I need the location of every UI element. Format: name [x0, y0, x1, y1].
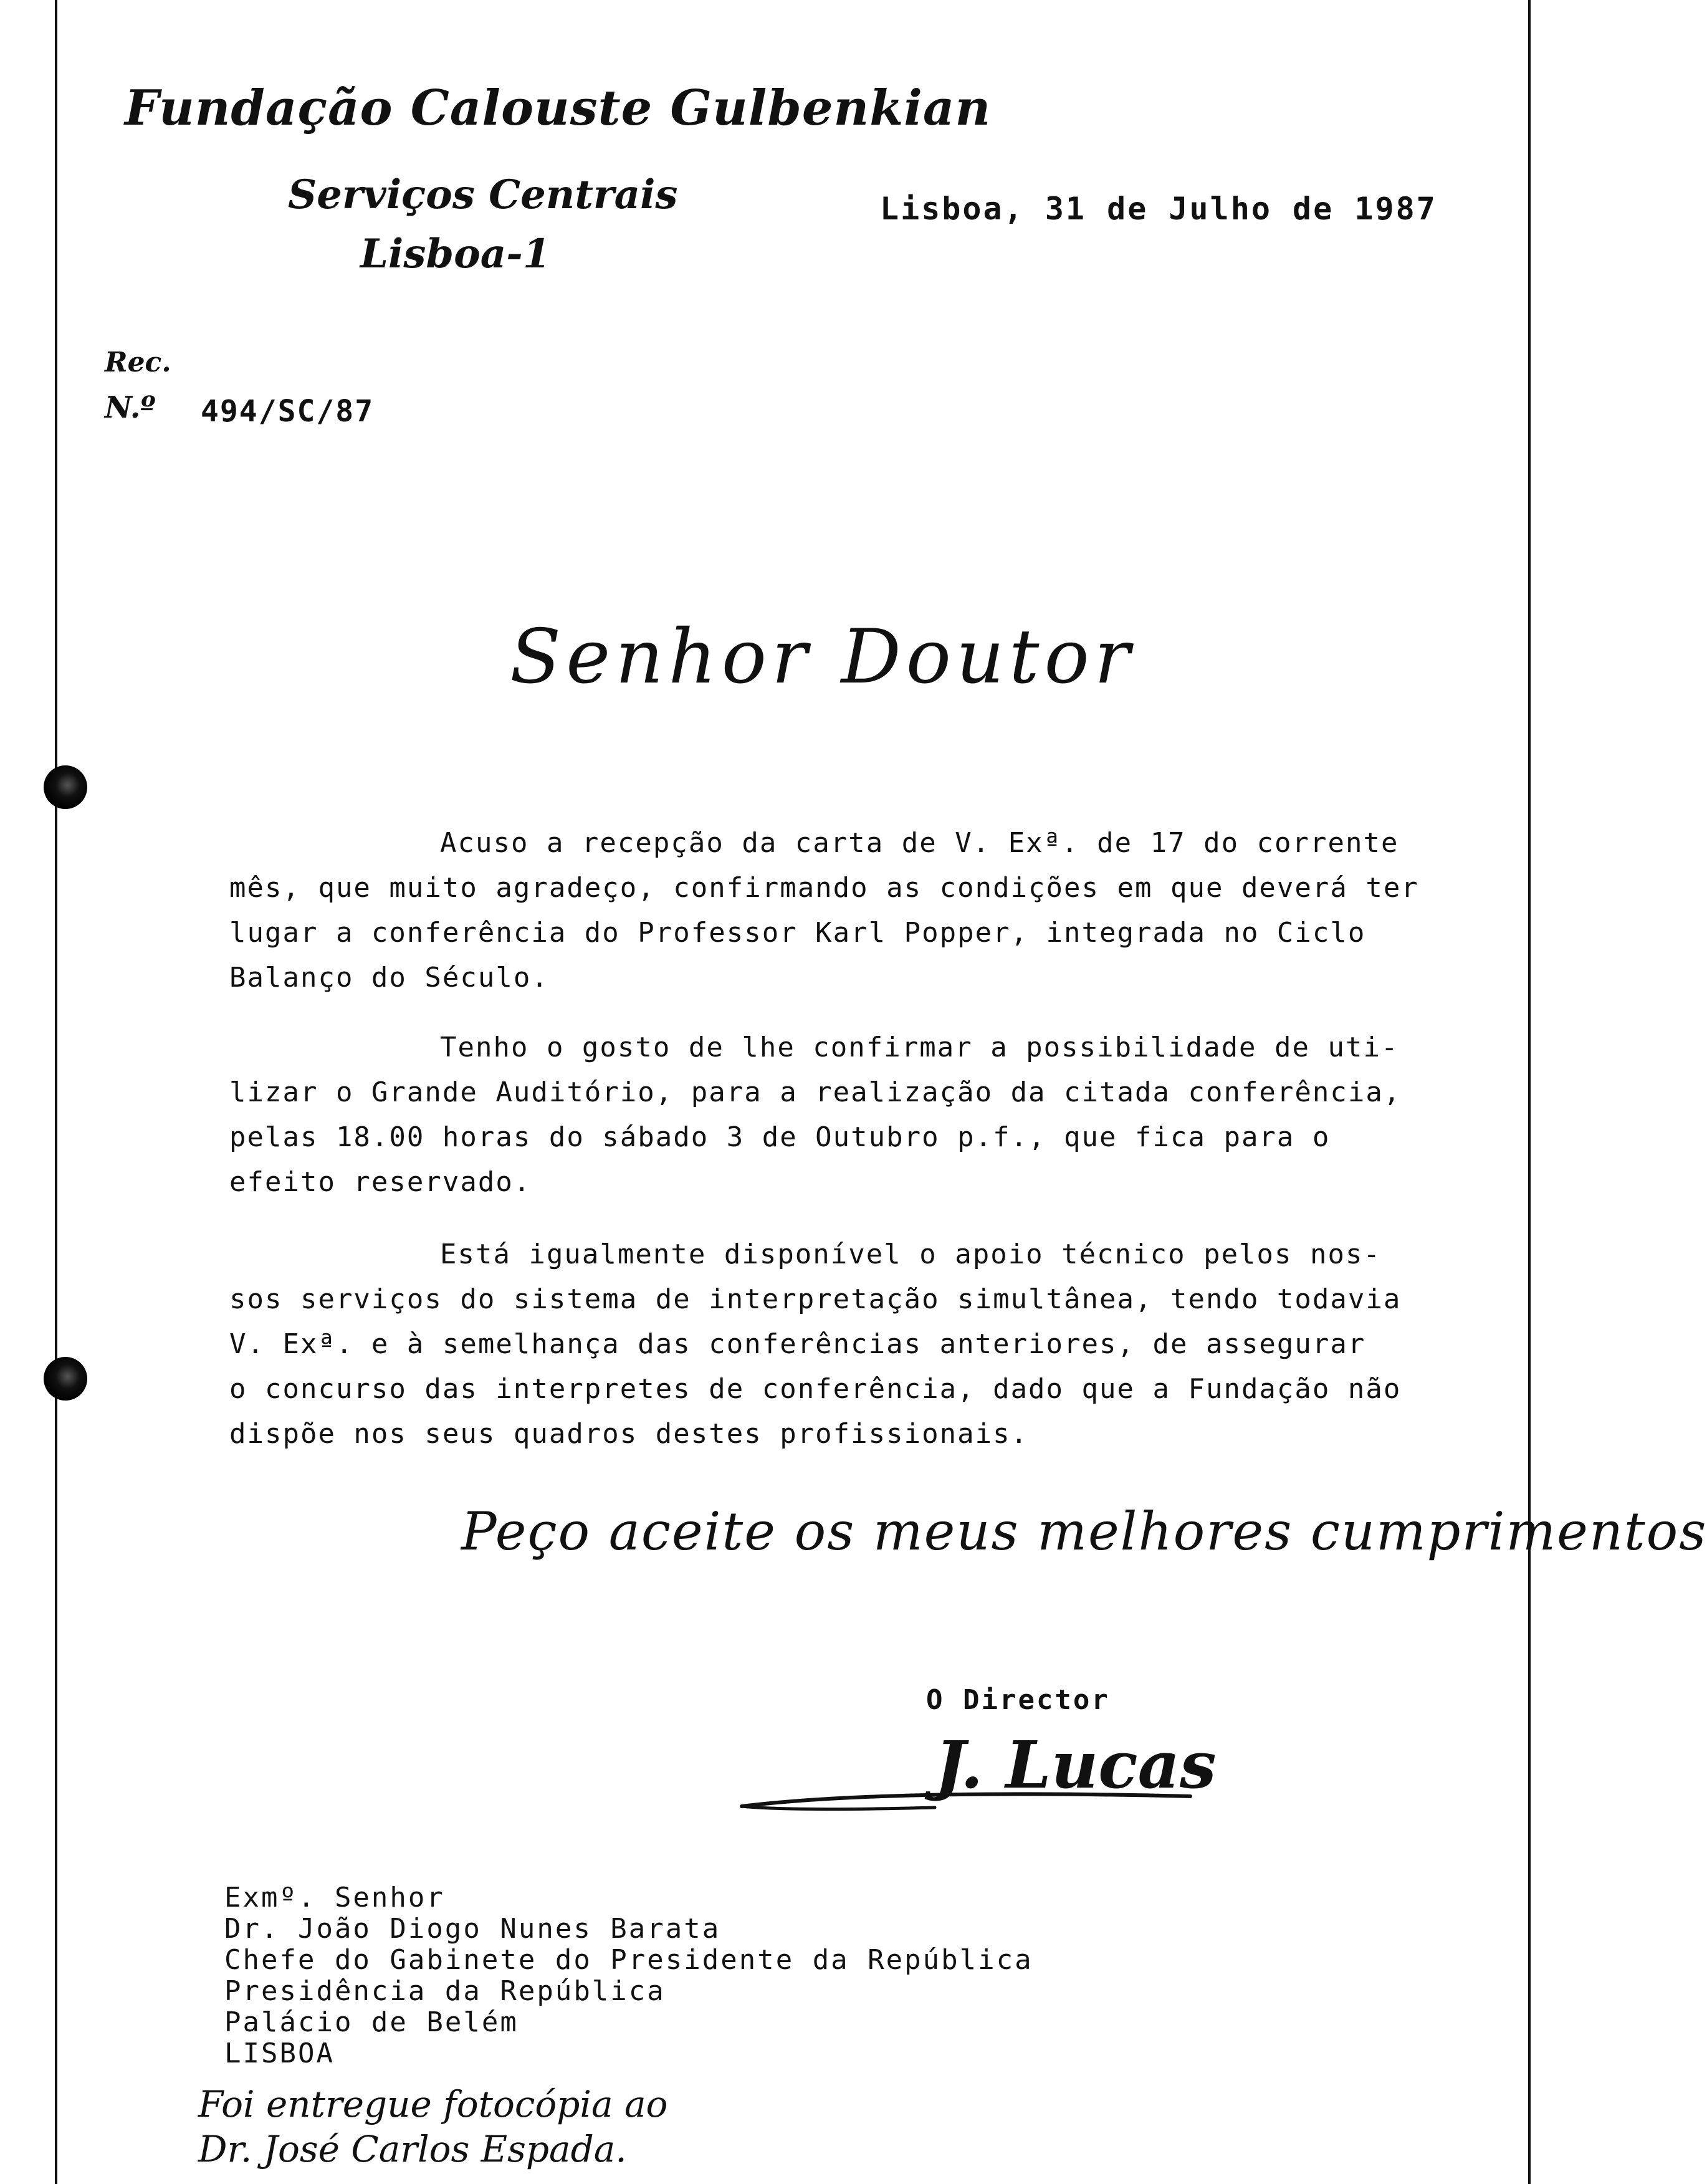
date-line: Lisboa, 31 de Julho de 1987: [880, 191, 1437, 227]
paragraph-line: Balanço do Século.: [229, 962, 549, 994]
punch-hole-top: [44, 765, 87, 809]
reference-label-no: N.º: [105, 390, 156, 425]
addressee-line: Presidência da República: [224, 1975, 666, 2007]
paragraph-line: dispõe nos seus quadros destes profissionais.: [229, 1418, 1029, 1450]
salutation: Senhor Doutor: [510, 614, 1136, 701]
signature-title: O Director: [926, 1684, 1110, 1716]
paragraph-line: pelas 18.00 horas do sábado 3 de Outubro p.f., que fica para o: [229, 1121, 1331, 1153]
addressee-line: Palácio de Belém: [224, 2006, 519, 2038]
reference-label-rec: Rec.: [105, 347, 171, 378]
addressee-block: [224, 1882, 1033, 2069]
addressee-line: Chefe do Gabinete do Presidente da República: [224, 1944, 1033, 1976]
paragraph-line: o concurso das interpretes de conferência, dado que a Fundação não: [229, 1373, 1402, 1405]
paragraph-line: Está igualmente disponível o apoio técnico pelos nos-: [440, 1238, 1381, 1270]
addressee-line: Dr. João Diogo Nunes Barata: [224, 1913, 721, 1945]
paragraph-line: sos serviços do sistema de interpretação simultânea, tendo todavia: [229, 1283, 1402, 1315]
addressee-line: Exmº. Senhor: [224, 1882, 445, 1913]
paragraph-line: Acuso a recepção da carta de V. Exª. de 17 do corrente: [440, 827, 1399, 859]
letterhead-organization: Fundação Calouste Gulbenkian: [125, 80, 992, 136]
paragraph-line: lizar o Grande Auditório, para a realização da citada conferência,: [229, 1076, 1402, 1108]
body-paragraph-1: [229, 821, 1470, 1000]
reference-number: 494/SC/87: [201, 394, 375, 429]
body-paragraph-3: [229, 1232, 1470, 1457]
punch-hole-bottom: [44, 1357, 87, 1401]
handwritten-note-line-2: Dr. José Carlos Espada.: [198, 2128, 627, 2170]
addressee-line: LISBOA: [224, 2038, 335, 2069]
right-edge-line: [1528, 0, 1531, 2184]
letterhead-city: Lisboa-1: [360, 231, 551, 277]
paragraph-line: lugar a conferência do Professor Karl Popper, integrada no Ciclo: [229, 917, 1366, 949]
signature-flourish: [729, 1770, 1203, 1826]
paragraph-line: Tenho o gosto de lhe confirmar a possibilidade de uti-: [440, 1032, 1399, 1063]
paragraph-line: V. Exª. e à semelhança das conferências anteriores, de assegurar: [229, 1328, 1366, 1360]
handwritten-note-line-1: Foi entregue fotocópia ao: [198, 2083, 668, 2125]
handwritten-closing: Peço aceite os meus melhores cumprimentos: [461, 1501, 1707, 1562]
body-paragraph-2: [229, 1025, 1470, 1205]
signature: J. Lucas: [935, 1727, 1217, 1803]
paragraph-line: efeito reservado.: [229, 1166, 532, 1198]
letterhead-department: Serviços Centrais: [288, 171, 678, 218]
left-margin-line: [55, 0, 57, 2184]
paragraph-line: mês, que muito agradeço, confirmando as condições em que deverá ter: [229, 872, 1419, 904]
